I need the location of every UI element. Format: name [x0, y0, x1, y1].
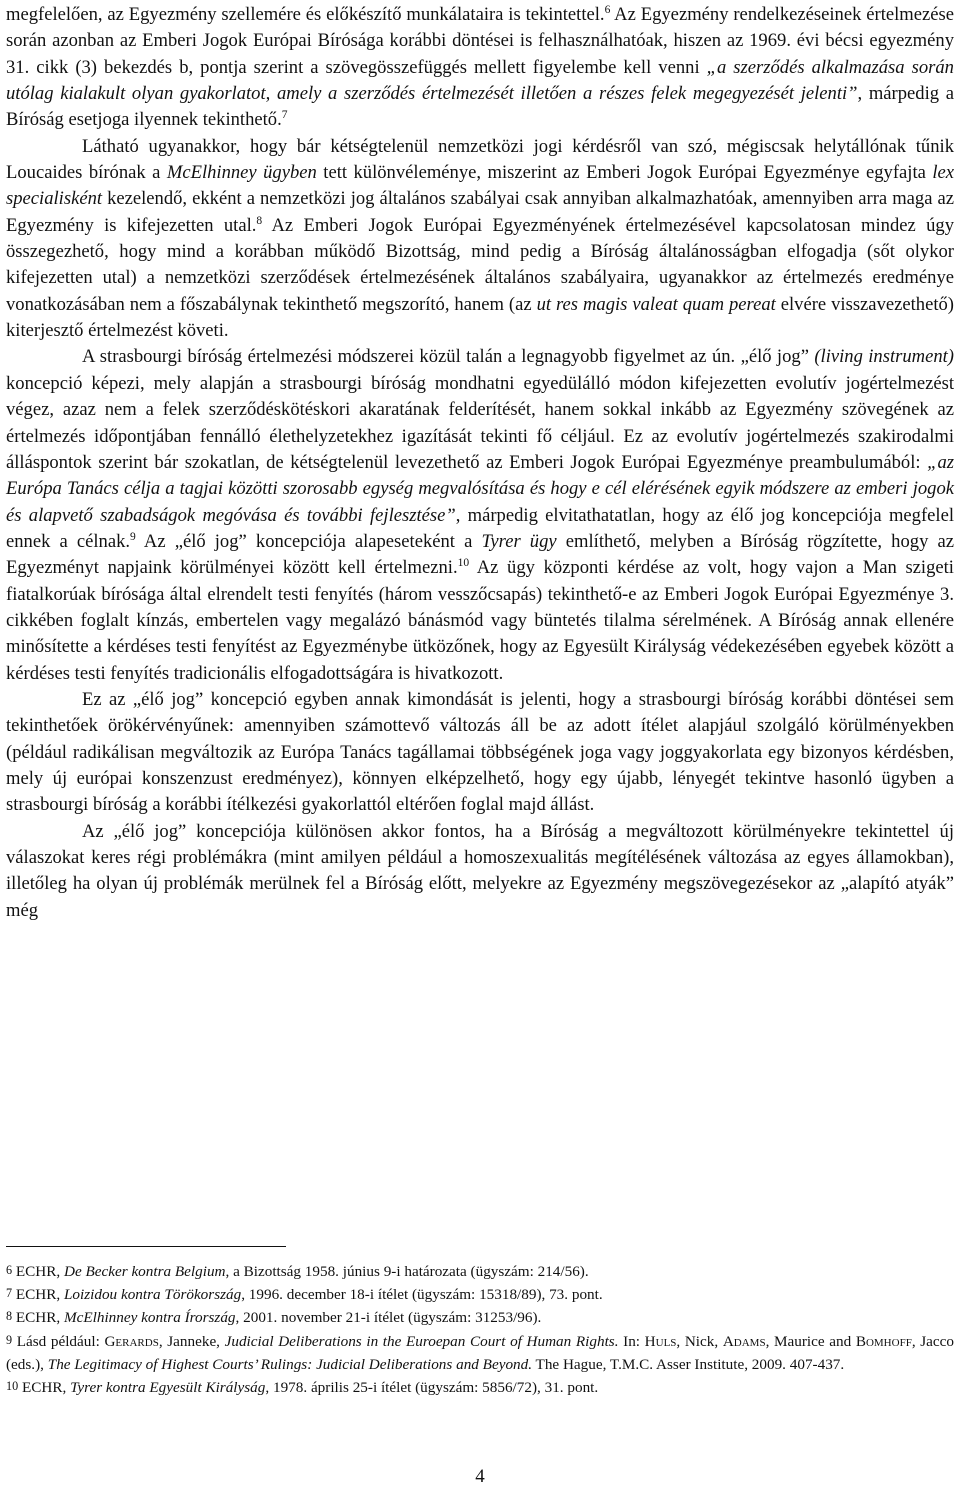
- text-run: , 2001. november 21-i ítélet (ügyszám: 31253/96).: [235, 1309, 542, 1327]
- italic-text: McElhinney kontra Írország: [63, 1309, 236, 1327]
- text-run: , 1996. december 18-i ítélet (ügyszám: 15318/89), 73. pont.: [241, 1286, 603, 1304]
- text-run: , a Bizottság 1958. június 9-i határozata (ügyszám: 214/56).: [225, 1263, 589, 1280]
- text-run: , Nick,: [676, 1332, 723, 1350]
- footnote-reference: 9: [130, 530, 136, 543]
- italic-text: ut res magis valeat quam pereat: [536, 293, 776, 315]
- paragraph: [6, 687, 954, 819]
- italic-text: The Legitimacy of Highest Courts’ Rulings: Judicial Deliberations and Beyond.: [47, 1355, 533, 1373]
- paragraph: [6, 2, 954, 134]
- footnote-number: 10: [6, 1379, 19, 1394]
- text-run: Az „élő jog” koncepciója alapeseteként a: [135, 530, 482, 552]
- paragraph: [6, 344, 954, 686]
- text-run: elvére visszavezethető) kiterjesztő értelmezést követi.: [6, 293, 954, 342]
- italic-text: Judicial Deliberations in the Euroepan Court of Human Rights.: [224, 1332, 619, 1350]
- text-run: megfelelően, az Egyezmény szellemére és előkészítő munkálataira is tekintettel.: [6, 4, 605, 25]
- footnote: [6, 1283, 954, 1306]
- footnote-number: 6: [6, 1263, 13, 1277]
- text-run: Az ügy központi kérdése az volt, hogy vajon a Man szigeti fiatalkorúak bírósága által elrendelt testi fenyítés (három vesszőcsapás) tekinthető-e az Emberi Jogok Európai Egyezménye 3. cikkében foglalt kínzás, embertelen vagy megalázó bánásmód vagy büntetés tilalma sérelmének. A Bíróság annak ellenére minősítette a kérdéses testi fenyítést az Egyezménybe ütközőnek, hogy az Egyesült Királyság védekezésében egyebek között a kérdéses testi fenyítés tradicionális elfogadottságára is hivatkozott.: [6, 557, 954, 684]
- footnote-number: 8: [6, 1309, 13, 1324]
- text-run: Az Egyezmény rendelkezéseinek értelmezése során azonban az Emberi Jogok Európai Bírósága korábbi döntései is felhasználhatóak, hiszen az 1969. évi bécsi egyezmény 31. cikk (3) bekezdés b, pontja szerint a szövegösszefüggés mellett figyelembe kell venni: [6, 4, 954, 78]
- text-run: Ez az „élő jog” koncepció egyben annak kimondását is jelenti, hogy a strasbourgi bíróság korábbi döntései sem tekinthetőek örökérvényűnek: amennyiben számottevő változás áll be az adott ítélet alapjául szolgáló körülményekben (például radikálisan megváltozik az Európa Tanács tagállamai többségének joga vagy joggyakorlata egy bizonyos kérdésben, mely új európai konszenzust eredményez), könnyen elképzelhető, hogy egy újabb, lényegét tekintve hasonló ügyben a strasbourgi bíróság a korábbi ítélkezési gyakorlattól eltérően foglal majd állást.: [6, 688, 954, 816]
- footnotes: [6, 1260, 954, 1399]
- italic-text: (living instrument): [814, 346, 954, 368]
- footnote: [6, 1330, 954, 1376]
- text-run: Az „élő jog” koncepciója különösen akkor fontos, ha a Bíróság a megváltozott körülményekre tekintettel új válaszokat keres régi problémákra (mint amilyen például a homoszexualitás megítélésének változása az egyes államokban), illetőleg ha olyan új problémák merülnek fel a Bíróság előtt, melyekre az Egyezmény megszövegezésekor az „alapító atyák” még: [6, 820, 954, 921]
- text-run: kezelendő, ekként a nemzetközi jog általános szabályai csak annyiban alkalmazhatóak, amennyiben arra maga az Egyezmény is kifejezetten utal.: [6, 188, 954, 236]
- text-run: The Hague, T.M.C. Asser Institute, 2009. 407-437.: [532, 1355, 845, 1373]
- text-run: , Jacco (eds.),: [6, 1332, 954, 1373]
- text-run: , márpedig a Bíróság esetjoga ilyennek tekinthető.: [6, 83, 954, 131]
- text-run: Látható ugyanakkor, hogy bár kétségtelenül nemzetközi jogi kérdésről van szó, mégiscsak helytállónak tűnik Loucaides bírónak a: [6, 135, 954, 184]
- text-run: ECHR,: [12, 1286, 64, 1304]
- footnote-reference: 10: [457, 557, 470, 570]
- author-surname: Adams: [722, 1332, 766, 1350]
- italic-text: Loizidou kontra Törökország: [63, 1286, 242, 1304]
- text-run: Lásd például:: [12, 1332, 105, 1350]
- text-run: ECHR,: [12, 1263, 64, 1280]
- text-run: , Janneke,: [158, 1332, 225, 1350]
- text-run: ECHR,: [18, 1379, 71, 1397]
- footnote: [6, 1376, 954, 1399]
- italic-text: De Becker kontra Belgium: [63, 1263, 226, 1280]
- footnote-reference: 6: [604, 3, 611, 16]
- author-surname: Bomhoff: [855, 1332, 912, 1350]
- text-run: In:: [618, 1332, 645, 1350]
- footnote: [6, 1306, 954, 1329]
- text-run: , Maurice and: [765, 1332, 856, 1350]
- page-number: 4: [475, 1466, 485, 1487]
- footnote: [6, 1260, 954, 1283]
- text-run: Az Emberi Jogok Európai Egyezményének értelmezésével kapcsolatosan mindez úgy összegezhető, hogy mind a korábban működő Bizottság, mind pedig a Bíróság általánosságban elfogadja (sőt olykor kifejezetten utal) a nemzetközi szerződések értelmezésének általános szabályaira, ugyanakkor az értelmezés eredménye vonatkozásában nem a főszabálynak tekinthető megszorító, hanem (az: [6, 214, 954, 315]
- paragraph: [6, 819, 954, 924]
- text-run: , márpedig elvitathatatlan, hogy az élő jog koncepciója megfelel ennek a célnak.: [6, 504, 954, 552]
- author-surname: Huls: [644, 1332, 677, 1350]
- text-run: ECHR,: [12, 1309, 64, 1327]
- body-text: [6, 2, 954, 924]
- text-run: tett különvéleménye, miszerint az Emberi Jogok Európai Egyezménye egyfajta: [316, 162, 933, 184]
- italic-text: lex specialisként: [6, 162, 954, 210]
- footnote-separator: [6, 1246, 286, 1247]
- italic-text: McElhinney ügyben: [166, 162, 317, 184]
- text-run: A strasbourgi bíróság értelmezési módszerei közül talán a legnagyobb figyelmet az ún. „élő jog”: [82, 346, 815, 368]
- paragraph: [6, 134, 954, 345]
- italic-text: „az Európa Tanács célja a tagjai közötti szorosabb egység megvalósítása és hogy e cél elérésének egyik módszere az emberi jogok és alapvető szabadságok megóvása és további fejlesztése”: [6, 451, 954, 526]
- italic-text: Tyrer kontra Egyesült Királyság: [70, 1379, 266, 1397]
- footnote-number: 7: [6, 1286, 13, 1301]
- text-run: koncepció képezi, mely alapján a strasbourgi bíróság mondhatni egyedülálló módon kifejezetten evolutív jogértelmezést végez, azaz nem a felek szerződéskötéskori akaratának felderítését, hanem sokkal inkább az Egyezmény szövegének az értelmezés időpontjában fennálló élethelyzetekhez igazítását tekinti fő céljául. Ez az evolutív jogértelmezés szakirodalmi álláspontok szerint bár szokatlan, de kétségtelenül levezethető az Emberi Jogok Európai Egyezménye preambulumából:: [6, 372, 954, 473]
- footnote-reference: 7: [281, 109, 288, 122]
- footnote-reference: 8: [256, 214, 263, 227]
- author-surname: Gerards: [104, 1332, 159, 1350]
- text-run: , 1978. április 25-i ítélet (ügyszám: 5856/72), 31. pont.: [265, 1379, 599, 1397]
- italic-text: Tyrer ügy: [481, 530, 557, 552]
- footnote-number: 9: [6, 1332, 13, 1347]
- italic-text: „a szerződés alkalmazása során utólag kialakult olyan gyakorlatot, amely a szerződés értelmezését illetően a részes felek megegyezését jelenti”: [6, 56, 954, 105]
- text-run: említhető, melyben a Bíróság rögzítette, hogy az Egyezményt napjaink körülményei között kell értelmezni.: [6, 530, 954, 579]
